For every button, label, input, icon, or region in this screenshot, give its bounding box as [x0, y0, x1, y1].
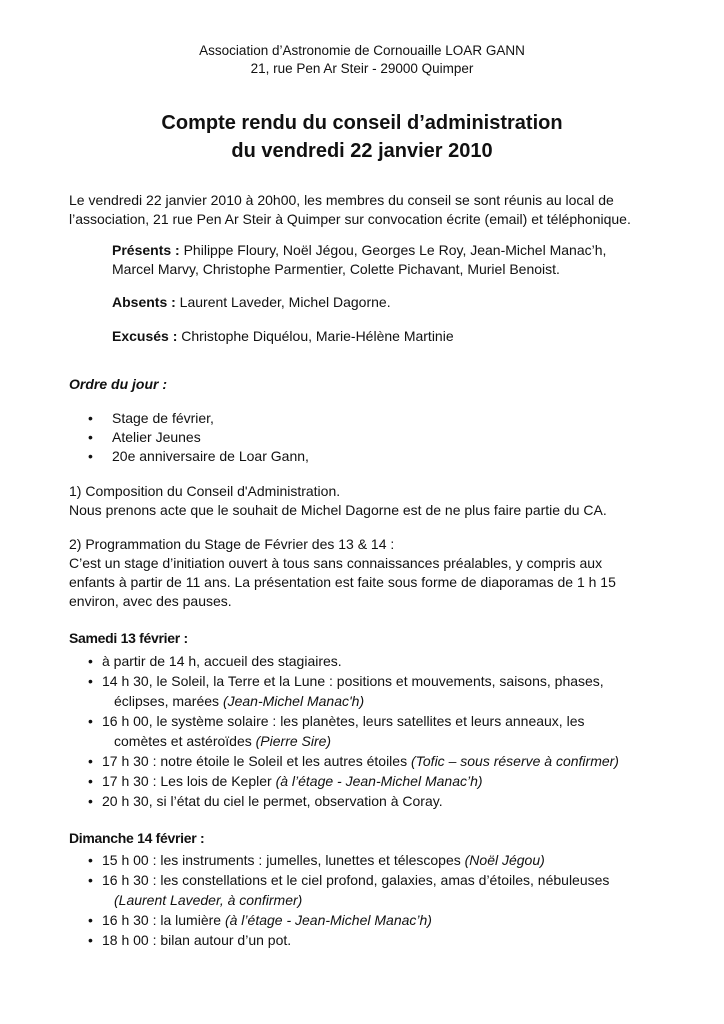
intro-line: l’association, 21 rue Pen Ar Steir à Quimper sur convocation écrite (email) et téléphonique.	[69, 211, 631, 227]
agenda-title: Ordre du jour :	[69, 376, 167, 392]
intro-line: Le vendredi 22 janvier 2010 à 20h00, les membres du conseil se sont réunis au local de	[69, 192, 614, 208]
speaker: (à l’étage - Jean-Michel Manac’h)	[224, 912, 432, 928]
excuses-paragraph	[112, 327, 672, 346]
section-1	[69, 482, 659, 520]
presents-paragraph	[112, 241, 672, 279]
association-address: 21, rue Pen Ar Steir - 29000 Quimper	[250, 61, 474, 76]
schedule-item: • à partir de 14 h, accueil des stagiaires.	[88, 651, 668, 671]
dimanche-title: Dimanche 14 février :	[69, 830, 205, 846]
schedule-text: 17 h 30 : notre étoile le Soleil et les autres étoiles	[102, 753, 411, 769]
schedule-item-cont	[88, 691, 668, 711]
speaker: (Laurent Laveder, à confirmer)	[114, 892, 303, 908]
absents-paragraph	[112, 293, 672, 312]
agenda-item: • Stage de février,	[88, 409, 309, 428]
section-2	[69, 535, 659, 611]
association-header	[0, 42, 724, 78]
speaker: (Tofic – sous réserve à confirmer)	[410, 753, 619, 769]
section-2-text: C’est un stage d’initiation ouvert à tous sans connaissances préalables, y compris aux	[69, 555, 603, 571]
excuses-names: Christophe Diquélou, Marie-Hélène Martinie	[177, 328, 454, 344]
presents-label: Présents :	[112, 242, 180, 258]
schedule-item: • 16 h 00, le système solaire : les planètes, leurs satellites et leurs anneaux, les	[88, 711, 668, 731]
section-2-text: enfants à partir de 11 ans. La présentation est faite sous forme de diaporamas de 1 h 15	[69, 574, 616, 590]
dimanche-schedule	[88, 850, 668, 950]
schedule-item-cont	[88, 731, 668, 751]
section-1-text: Nous prenons acte que le souhait de Michel Dagorne est de ne plus faire partie du CA.	[69, 502, 607, 518]
presents-names-cont: Marcel Marvy, Christophe Parmentier, Colette Pichavant, Muriel Benoist.	[112, 261, 560, 277]
speaker: (Jean-Michel Manac'h)	[222, 693, 365, 709]
speaker: (Pierre Sire)	[255, 733, 332, 749]
presents-names: Philippe Floury, Noël Jégou, Georges Le Roy, Jean-Michel Manac’h,	[179, 242, 607, 258]
section-2-text: environ, avec des pauses.	[69, 593, 232, 609]
excuses-label: Excusés :	[112, 328, 178, 344]
intro-paragraph	[69, 191, 657, 229]
absents-label: Absents :	[112, 294, 176, 310]
schedule-item: • 18 h 00 : bilan autour d’un pot.	[88, 930, 668, 950]
speaker: (à l’étage - Jean-Michel Manac’h)	[275, 773, 483, 789]
schedule-item	[88, 751, 668, 771]
association-name: Association d’Astronomie de Cornouaille LOAR GANN	[199, 43, 525, 58]
schedule-text: 15 h 00 : les instruments : jumelles, lunettes et télescopes	[102, 852, 465, 868]
schedule-item: • 16 h 30 : les constellations et le ciel profond, galaxies, amas d’étoiles, nébuleuses	[88, 870, 668, 890]
schedule-item	[88, 771, 668, 791]
agenda-item: • Atelier Jeunes	[88, 428, 309, 447]
title-line-1: Compte rendu du conseil d’administration	[161, 112, 563, 134]
section-1-heading: 1) Composition du Conseil d'Administration.	[69, 483, 341, 499]
section-2-heading: 2) Programmation du Stage de Février des 13 & 14 :	[69, 536, 395, 552]
schedule-text: 17 h 30 : Les lois de Kepler	[102, 773, 276, 789]
schedule-item	[88, 910, 668, 930]
presents-line	[112, 241, 672, 260]
schedule-text: éclipses, marées	[114, 693, 223, 709]
samedi-schedule	[88, 651, 668, 811]
schedule-item: • 20 h 30, si l’état du ciel le permet, observation à Coray.	[88, 791, 668, 811]
schedule-item: • 14 h 30, le Soleil, la Terre et la Lune : positions et mouvements, saisons, phases,	[88, 671, 668, 691]
absents-names: Laurent Laveder, Michel Dagorne.	[175, 294, 391, 310]
document-title	[0, 109, 724, 165]
schedule-text: comètes et astéroïdes	[114, 733, 256, 749]
speaker: (Noël Jégou)	[464, 852, 545, 868]
schedule-item	[88, 850, 668, 870]
schedule-text: 16 h 30 : la lumière	[102, 912, 225, 928]
samedi-title: Samedi 13 février :	[69, 630, 188, 646]
title-line-2: du vendredi 22 janvier 2010	[231, 140, 493, 162]
agenda-list	[88, 409, 309, 466]
agenda-item: • 20e anniversaire de Loar Gann,	[88, 447, 309, 466]
